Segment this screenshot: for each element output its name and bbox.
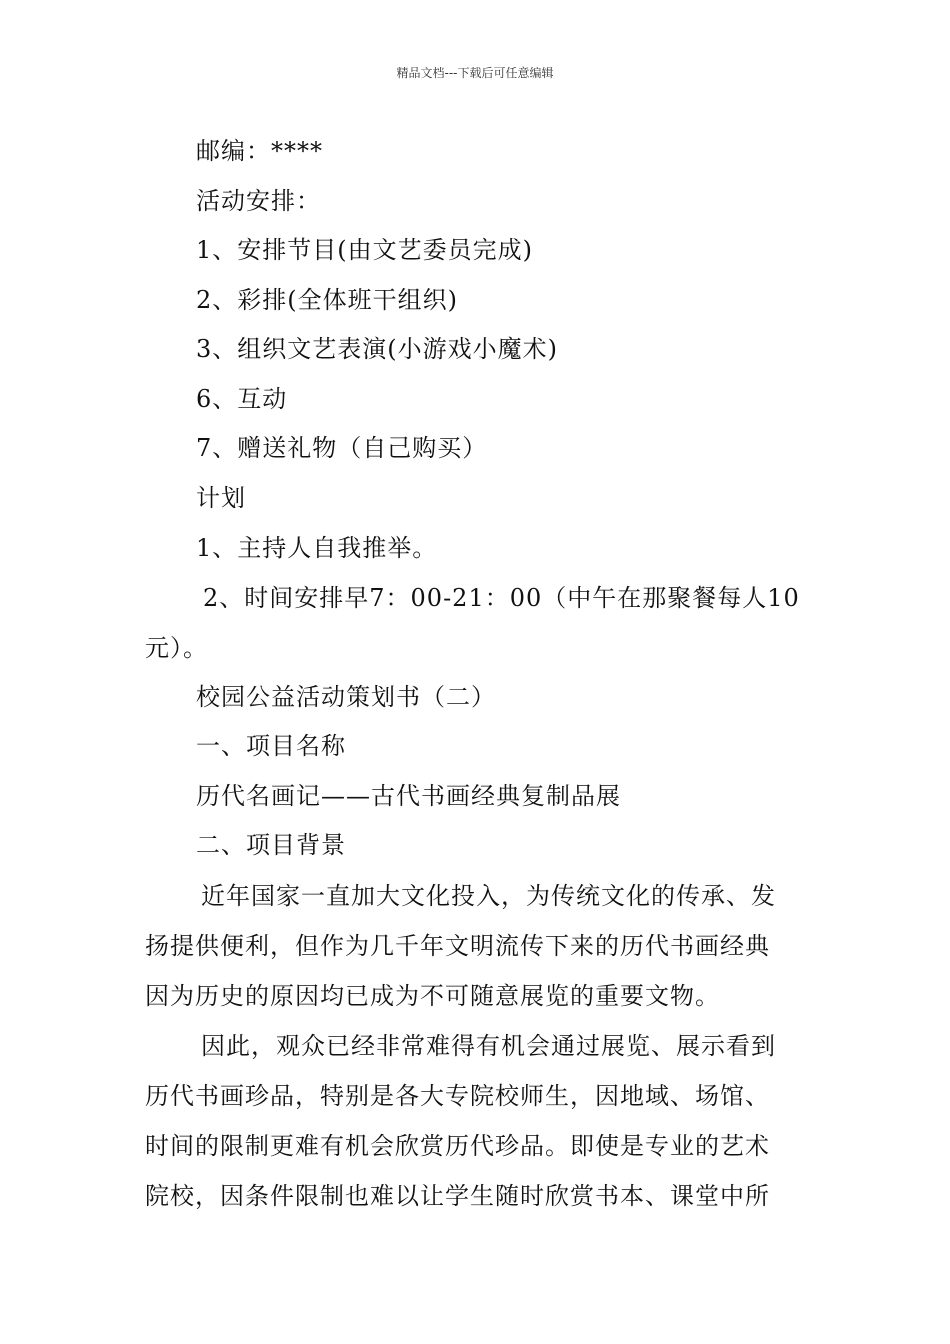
project-background-heading: 二、项目背景: [196, 831, 346, 859]
background-paragraph-2: [145, 1021, 815, 1221]
background-paragraph-1: [145, 871, 815, 1021]
postcode-line: 邮编：****: [196, 137, 323, 165]
paragraph-line: 时间的限制更难有机会欣赏历代珍品。即使是专业的艺术: [145, 1132, 770, 1160]
arrangement-item-1: 1、安排节目(由文艺委员完成): [196, 236, 533, 264]
project-name-text: 历代名画记——古代书画经典复制品展: [196, 782, 621, 810]
plan-item-1: 1、主持人自我推举。: [196, 534, 438, 562]
plan-item-2: 2、时间安排早7：00-21：00（中午在那聚餐每人10: [203, 584, 800, 612]
paragraph-line: 因为历史的原因均已成为不可随意展览的重要文物。: [145, 982, 720, 1010]
page-header: 精品文档---下载后可任意编辑: [396, 66, 554, 80]
paragraph-line: 扬提供便利，但作为几千年文明流传下来的历代书画经典: [145, 932, 770, 960]
paragraph-line: 院校，因条件限制也难以让学生随时欣赏书本、课堂中所: [145, 1182, 770, 1210]
arrangement-item-2: 2、彩排(全体班干组织): [196, 286, 458, 314]
project-name-heading: 一、项目名称: [196, 732, 346, 760]
arrangement-item-7: 7、赠送礼物（自己购买）: [196, 434, 488, 462]
activity-arrangement-heading: 活动安排：: [196, 187, 321, 215]
paragraph-line: 历代书画珍品，特别是各大专院校师生，因地域、场馆、: [145, 1082, 770, 1110]
section-title: 校园公益活动策划书（二）: [196, 683, 496, 711]
plan-heading: 计划: [196, 484, 246, 512]
arrangement-item-3: 3、组织文艺表演(小游戏小魔术): [196, 335, 558, 363]
paragraph-line: 因此，观众已经非常难得有机会通过展览、展示看到: [201, 1032, 776, 1060]
paragraph-line: 近年国家一直加大文化投入，为传统文化的传承、发: [201, 882, 776, 910]
arrangement-item-6: 6、互动: [196, 385, 288, 413]
plan-item-2-continuation: 元）。: [145, 634, 208, 662]
